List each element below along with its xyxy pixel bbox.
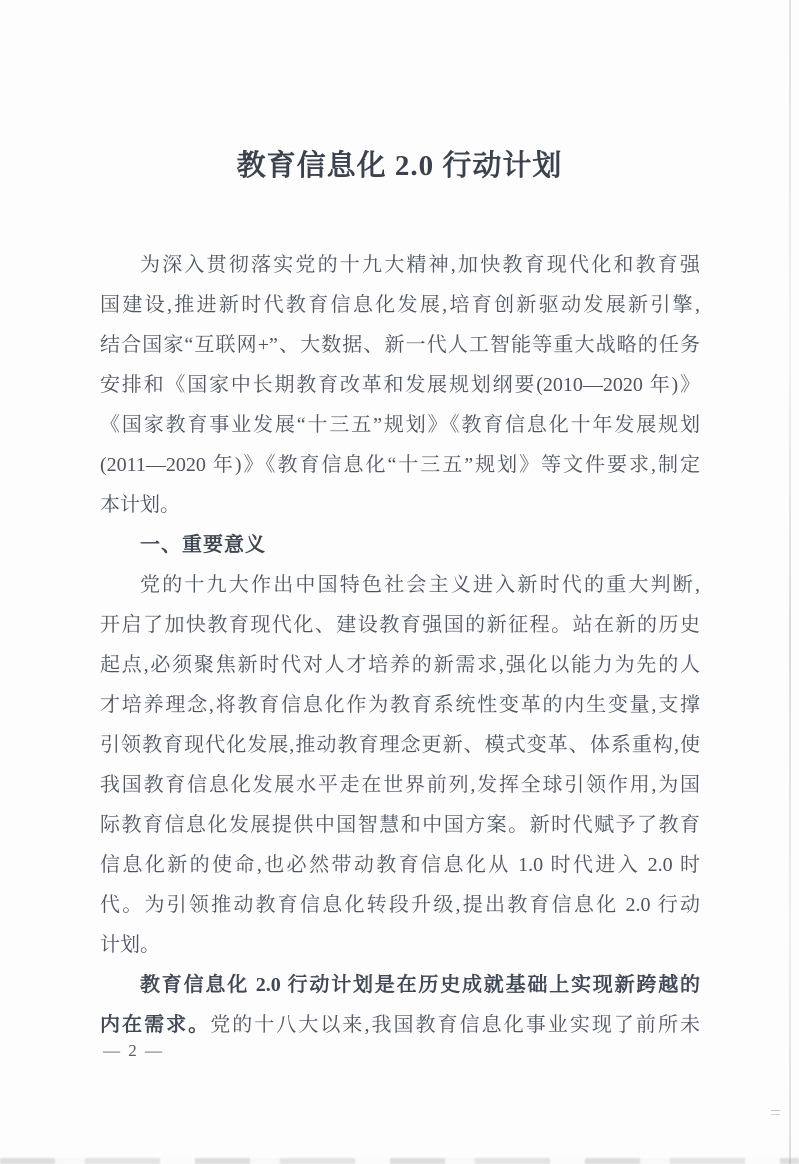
text-segment: 我国教育信息化发展水平走在世界前列,发挥全球引领作用,为国 bbox=[100, 774, 700, 796]
text-line bbox=[100, 885, 700, 925]
text-line bbox=[100, 245, 700, 285]
text-segment: 代。为引领推动教育信息化转段升级,提出教育信息化 2.0 行动 bbox=[100, 894, 700, 916]
text-line bbox=[100, 685, 700, 725]
text-segment: 国建设,推进新时代教育信息化发展,培育创新驱动发展新引擎, bbox=[100, 294, 700, 316]
text-line bbox=[100, 925, 700, 965]
page-title: 教育信息化 2.0 行动计划 bbox=[236, 150, 563, 182]
text-line bbox=[100, 365, 700, 405]
text-line bbox=[100, 565, 700, 605]
text-line bbox=[100, 805, 700, 845]
text-line bbox=[100, 605, 700, 645]
section-heading: 一、重要意义 bbox=[140, 534, 266, 556]
text-line bbox=[100, 325, 700, 365]
text-segment: 结合国家“互联网+”、大数据、新一代人工智能等重大战略的任务 bbox=[100, 334, 700, 356]
document-body bbox=[100, 245, 700, 1045]
scan-speck bbox=[771, 1110, 780, 1115]
text-segment: 际教育信息化发展提供中国智慧和中国方案。新时代赋予了教育 bbox=[100, 814, 700, 836]
text-segment: 才培养理念,将教育信息化作为教育系统性变革的内生变量,支撑 bbox=[100, 694, 700, 716]
text-segment: (2011—2020 年)》《教育信息化“十三五”规划》等文件要求,制定 bbox=[100, 454, 700, 476]
text-segment: 开启了加快教育现代化、建设教育强国的新征程。站在新的历史 bbox=[100, 614, 700, 636]
text-line bbox=[100, 405, 700, 445]
text-segment: 起点,必须聚焦新时代对人才培养的新需求,强化以能力为先的人 bbox=[100, 654, 700, 676]
text-segment: 计划。 bbox=[100, 934, 160, 956]
text-segment: 党的十九大作出中国特色社会主义进入新时代的重大判断, bbox=[140, 574, 700, 596]
right-edge-scan-line bbox=[789, 0, 791, 1164]
text-line bbox=[100, 965, 700, 1005]
text-segment: 安排和《国家中长期教育改革和发展规划纲要(2010—2020 年)》 bbox=[100, 374, 700, 396]
text-line bbox=[100, 645, 700, 685]
text-line bbox=[100, 845, 700, 885]
text-line bbox=[100, 725, 700, 765]
text-line bbox=[100, 485, 700, 525]
page-number: — 2 — bbox=[103, 1041, 164, 1060]
text-line bbox=[100, 1005, 700, 1045]
text-segment: 内在需求。 bbox=[100, 1014, 211, 1036]
bottom-scan-noise bbox=[0, 1158, 799, 1164]
text-segment: 本计划。 bbox=[100, 494, 180, 516]
text-segment: 党的十八大以来,我国教育信息化事业实现了前所未 bbox=[210, 1014, 701, 1036]
text-segment: 引领教育现代化发展,推动教育理念更新、模式变革、体系重构,使 bbox=[100, 734, 700, 756]
text-segment: 《国家教育事业发展“十三五”规划》《教育信息化十年发展规划 bbox=[100, 414, 700, 436]
text-segment: 教育信息化 2.0 行动计划是在历史成就基础上实现新跨越的 bbox=[140, 974, 700, 996]
text-line bbox=[100, 445, 700, 485]
text-segment: 为深入贯彻落实党的十九大精神,加快教育现代化和教育强 bbox=[140, 254, 700, 276]
text-line bbox=[100, 765, 700, 805]
text-segment: 信息化新的使命,也必然带动教育信息化从 1.0 时代进入 2.0 时 bbox=[100, 854, 700, 876]
text-line bbox=[100, 285, 700, 325]
